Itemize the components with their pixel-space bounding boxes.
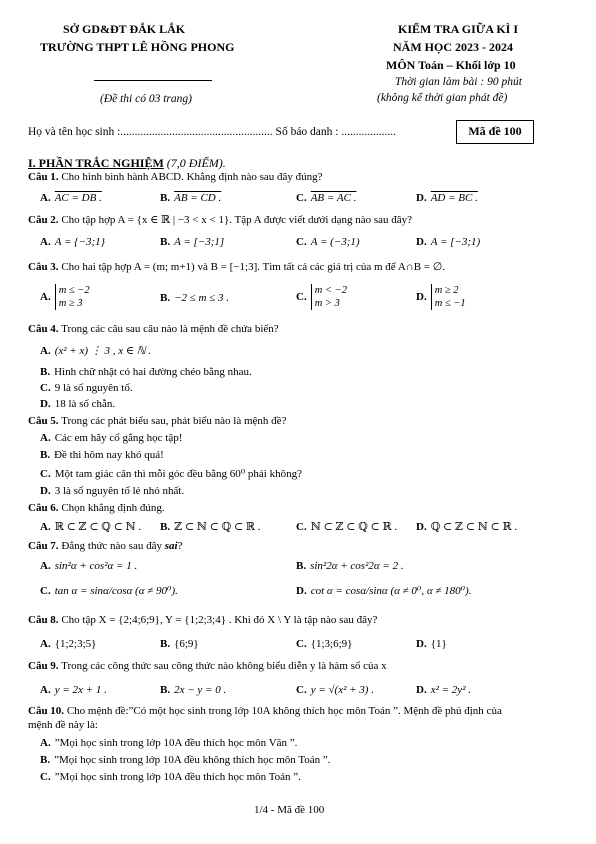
option-letter: D. bbox=[416, 290, 427, 303]
option-text: cot α = cosα/sinα (α ≠ 0⁰, α ≠ 180⁰). bbox=[310, 585, 472, 597]
subject: MÔN Toán – Khối lớp 10 bbox=[386, 58, 516, 72]
option-letter: C. bbox=[296, 192, 307, 204]
option-text: ℝ ⊂ ℤ ⊂ ℚ ⊂ ℕ . bbox=[54, 521, 142, 533]
option-letter: C. bbox=[296, 521, 307, 533]
option-letter: D. bbox=[416, 521, 427, 533]
option-text: A = (−3;1) bbox=[310, 236, 360, 248]
option-letter: D. bbox=[296, 585, 307, 597]
student-info-line: Họ và tên học sinh :..................................................... Số báo danh : ................... bbox=[28, 126, 396, 138]
option-text: ”Mọi học sinh trong lớp 10A đều thích học môn Văn ”. bbox=[54, 737, 298, 749]
q1-option-d[interactable] bbox=[416, 192, 478, 204]
system-line: m < −2 bbox=[314, 285, 347, 296]
system-line: m ≤ −1 bbox=[434, 298, 466, 309]
q7-option-c[interactable] bbox=[40, 584, 178, 597]
q7-option-b[interactable] bbox=[296, 560, 404, 572]
option-text: {1;2;3;5} bbox=[54, 638, 97, 650]
option-text: y = 2x + 1 . bbox=[54, 684, 107, 696]
option-text: Hình chữ nhật có hai đường chéo bằng nhau. bbox=[54, 366, 252, 378]
option-letter: C. bbox=[40, 468, 51, 480]
section-title bbox=[28, 156, 226, 171]
q10-option-b[interactable] bbox=[40, 754, 331, 766]
option-system bbox=[431, 284, 466, 310]
q3-option-a[interactable] bbox=[40, 284, 92, 310]
option-text: AD = BC . bbox=[430, 192, 478, 204]
question-text: Cho mệnh đề:”Có một học sinh trong lớp 10A không thích học môn Toán ”. Mệnh đề phủ định của bbox=[64, 705, 502, 717]
question-5 bbox=[28, 415, 286, 427]
system-line: m ≥ 2 bbox=[434, 285, 459, 296]
option-letter: D. bbox=[416, 236, 427, 248]
question-text: Đẳng thức nào sau đây bbox=[58, 540, 165, 552]
q1-option-a[interactable] bbox=[40, 192, 102, 204]
option-letter: B. bbox=[160, 684, 171, 696]
question-text: Cho tập hợp A = {x ∈ ℝ | −3 < x < 1}. Tập A được viết dưới dạng nào sau đây? bbox=[58, 214, 413, 226]
option-text: (x² + x) ⋮ 3 , x ∈ ℕ . bbox=[54, 345, 152, 357]
question-number: Câu 3. bbox=[28, 261, 59, 273]
q1-option-c[interactable] bbox=[296, 192, 356, 204]
q2-option-d[interactable] bbox=[416, 236, 480, 248]
option-letter: B. bbox=[40, 366, 51, 378]
option-text: 9 là số nguyên tố. bbox=[54, 382, 133, 394]
q3-option-b[interactable] bbox=[160, 292, 229, 304]
q9-option-c[interactable] bbox=[296, 684, 374, 696]
q4-option-c[interactable] bbox=[40, 382, 133, 394]
option-letter: D. bbox=[416, 192, 427, 204]
q3-option-d[interactable] bbox=[416, 284, 468, 310]
section-points: (7,0 ĐIỂM). bbox=[166, 156, 226, 170]
q6-option-a[interactable] bbox=[40, 520, 141, 533]
q6-option-b[interactable] bbox=[160, 520, 261, 533]
school-name: TRƯỜNG THPT LÊ HỒNG PHONG bbox=[40, 40, 235, 54]
question-text: Cho hình bình hành ABCD. Khẳng định nào sau đây đúng? bbox=[58, 171, 323, 183]
q8-option-c[interactable] bbox=[296, 638, 352, 650]
q8-option-a[interactable] bbox=[40, 638, 96, 650]
question-text: Trong các câu sau câu nào là mệnh đề chứa biến? bbox=[58, 323, 279, 335]
q7-option-a[interactable] bbox=[40, 560, 137, 572]
option-letter: B. bbox=[160, 638, 171, 650]
option-letter: C. bbox=[296, 638, 307, 650]
question-number: Câu 4. bbox=[28, 323, 59, 335]
option-letter: D. bbox=[416, 638, 427, 650]
section-heading: I. PHẦN TRẮC NGHIỆM bbox=[28, 156, 164, 170]
option-letter: A. bbox=[40, 236, 51, 248]
q4-option-d[interactable] bbox=[40, 398, 115, 410]
question-number: Câu 10. bbox=[28, 705, 65, 717]
question-6 bbox=[28, 502, 165, 514]
option-text: 3 là số nguyên tố lẻ nhỏ nhất. bbox=[54, 485, 185, 497]
question-number: Câu 8. bbox=[28, 614, 59, 626]
question-10-cont: mệnh đề này là: bbox=[28, 719, 98, 731]
q10-option-c[interactable] bbox=[40, 771, 301, 783]
option-letter: C. bbox=[296, 290, 307, 303]
question-number: Câu 1. bbox=[28, 171, 59, 183]
question-9 bbox=[28, 660, 387, 672]
question-text: Cho tập X = {2;4;6;9}, Y = {1;2;3;4} . Khi đó X \ Y là tập nào sau đây? bbox=[58, 614, 378, 626]
option-text: AB = CD . bbox=[174, 192, 222, 204]
q4-option-a[interactable] bbox=[40, 344, 151, 357]
option-letter: D. bbox=[416, 684, 427, 696]
option-text: Một tam giác cân thì mỗi góc đều bằng 60⁰ phải không? bbox=[54, 468, 302, 480]
question-10 bbox=[28, 705, 502, 717]
option-text: A = [−3;1) bbox=[430, 236, 481, 248]
option-letter: A. bbox=[40, 290, 51, 303]
option-text: AC = DB . bbox=[54, 192, 102, 204]
question-text: Trong các phát biểu sau, phát biểu nào là mệnh đề? bbox=[58, 415, 287, 427]
question-number: Câu 5. bbox=[28, 415, 59, 427]
option-letter: A. bbox=[40, 345, 51, 357]
option-letter: A. bbox=[40, 432, 51, 444]
option-letter: B. bbox=[296, 560, 307, 572]
page-footer: 1/4 - Mã đề 100 bbox=[254, 804, 325, 816]
q9-option-a[interactable] bbox=[40, 684, 107, 696]
q4-option-b[interactable] bbox=[40, 366, 252, 378]
option-text: x² = 2y² . bbox=[430, 684, 471, 696]
pages-note: (Đề thi có 03 trang) bbox=[100, 93, 192, 105]
option-letter: D. bbox=[40, 485, 51, 497]
option-text: 2x − y = 0 . bbox=[174, 684, 227, 696]
system-line: m ≤ −2 bbox=[58, 285, 90, 296]
option-letter: C. bbox=[40, 382, 51, 394]
option-letter: B. bbox=[160, 236, 171, 248]
option-text: tan α = sinα/cosα (α ≠ 90⁰). bbox=[54, 585, 178, 597]
option-text: ℤ ⊂ ℕ ⊂ ℚ ⊂ ℝ . bbox=[174, 521, 261, 533]
option-system bbox=[55, 284, 90, 310]
option-letter: A. bbox=[40, 560, 51, 572]
option-text: sin²α + cos²α = 1 . bbox=[54, 560, 138, 572]
question-text: Trong các công thức sau công thức nào không biểu diễn y là hàm số của x bbox=[58, 660, 387, 672]
q8-option-d[interactable] bbox=[416, 638, 447, 650]
question-3 bbox=[28, 260, 445, 273]
question-number: Câu 9. bbox=[28, 660, 59, 672]
option-text: ”Mọi học sinh trong lớp 10A đều thích học môn Toán ”. bbox=[54, 771, 301, 783]
q3-option-c[interactable] bbox=[296, 284, 349, 310]
option-letter: A. bbox=[40, 737, 51, 749]
question-7 bbox=[28, 540, 182, 552]
exam-code-box: Mã đề 100 bbox=[456, 120, 534, 144]
option-text: ℚ ⊂ ℤ ⊂ ℕ ⊂ ℝ . bbox=[430, 521, 518, 533]
question-4 bbox=[28, 323, 279, 335]
question-number: Câu 2. bbox=[28, 214, 59, 226]
option-text: Đề thi hôm nay khó quá! bbox=[54, 449, 164, 461]
option-letter: D. bbox=[40, 398, 51, 410]
department: SỞ GD&ĐT ĐẮK LẮK bbox=[63, 22, 186, 36]
question-number: Câu 7. bbox=[28, 540, 59, 552]
question-2 bbox=[28, 213, 412, 226]
option-letter: C. bbox=[40, 585, 51, 597]
option-system bbox=[311, 284, 347, 310]
option-letter: C. bbox=[296, 684, 307, 696]
option-text: AB = AC . bbox=[310, 192, 357, 204]
option-text: A = [−3;1] bbox=[174, 236, 225, 248]
option-letter: B. bbox=[160, 192, 171, 204]
system-line: m ≥ 3 bbox=[58, 298, 83, 309]
option-text: ℕ ⊂ ℤ ⊂ ℚ ⊂ ℝ . bbox=[310, 521, 398, 533]
q2-option-a[interactable] bbox=[40, 236, 105, 248]
q5-option-c[interactable] bbox=[40, 467, 302, 480]
option-letter: B. bbox=[160, 292, 171, 304]
question-1 bbox=[28, 171, 323, 183]
q8-option-b[interactable] bbox=[160, 638, 199, 650]
option-text: {1;3;6;9} bbox=[310, 638, 353, 650]
question-text-end: ? bbox=[177, 540, 183, 552]
option-letter: A. bbox=[40, 192, 51, 204]
q5-option-b[interactable] bbox=[40, 449, 164, 461]
option-text: {6;9} bbox=[174, 638, 199, 650]
q2-option-b[interactable] bbox=[160, 236, 224, 248]
q5-option-d[interactable] bbox=[40, 485, 184, 497]
q5-option-a[interactable] bbox=[40, 432, 182, 444]
option-text: {1} bbox=[430, 638, 447, 650]
header-divider bbox=[94, 80, 212, 81]
question-emphasis: sai bbox=[164, 540, 178, 552]
option-letter: A. bbox=[40, 638, 51, 650]
option-text: y = √(x² + 3) . bbox=[310, 684, 374, 696]
option-text: 18 là số chẵn. bbox=[54, 398, 116, 410]
exam-time: Thời gian làm bài : 90 phút bbox=[395, 76, 522, 88]
q6-option-c[interactable] bbox=[296, 520, 397, 533]
school-year: NĂM HỌC 2023 - 2024 bbox=[393, 40, 513, 54]
option-letter: C. bbox=[40, 771, 51, 783]
question-number: Câu 6. bbox=[28, 502, 59, 514]
option-text: ”Mọi học sinh trong lớp 10A đều không thích học môn Toán ”. bbox=[54, 754, 331, 766]
q6-option-d[interactable] bbox=[416, 520, 517, 533]
option-text: −2 ≤ m ≤ 3 . bbox=[174, 292, 230, 304]
option-letter: B. bbox=[40, 754, 51, 766]
option-letter: B. bbox=[40, 449, 51, 461]
question-text: Cho hai tập hợp A = (m; m+1) và B = [−1;3]. Tìm tất cả các giá trị của m để A∩B = ∅. bbox=[58, 261, 446, 273]
q2-option-c[interactable] bbox=[296, 236, 360, 248]
q9-option-b[interactable] bbox=[160, 684, 226, 696]
time-note: (không kể thời gian phát đề) bbox=[377, 92, 508, 104]
option-letter: A. bbox=[40, 521, 51, 533]
question-text: Chọn khẳng định đúng. bbox=[58, 502, 165, 514]
system-line: m > 3 bbox=[314, 298, 340, 309]
q7-option-d[interactable] bbox=[296, 584, 471, 597]
option-text: Các em hãy cố gắng học tập! bbox=[54, 432, 183, 444]
q1-option-b[interactable] bbox=[160, 192, 221, 204]
option-text: sin²2α + cos²2α = 2 . bbox=[310, 560, 404, 572]
option-text: A = {−3;1} bbox=[54, 236, 106, 248]
option-letter: C. bbox=[296, 236, 307, 248]
exam-title: KIỂM TRA GIỮA KÌ I bbox=[398, 22, 519, 36]
question-8 bbox=[28, 614, 377, 626]
q10-option-a[interactable] bbox=[40, 737, 297, 749]
option-letter: A. bbox=[40, 684, 51, 696]
q9-option-d[interactable] bbox=[416, 684, 471, 696]
option-letter: B. bbox=[160, 521, 171, 533]
